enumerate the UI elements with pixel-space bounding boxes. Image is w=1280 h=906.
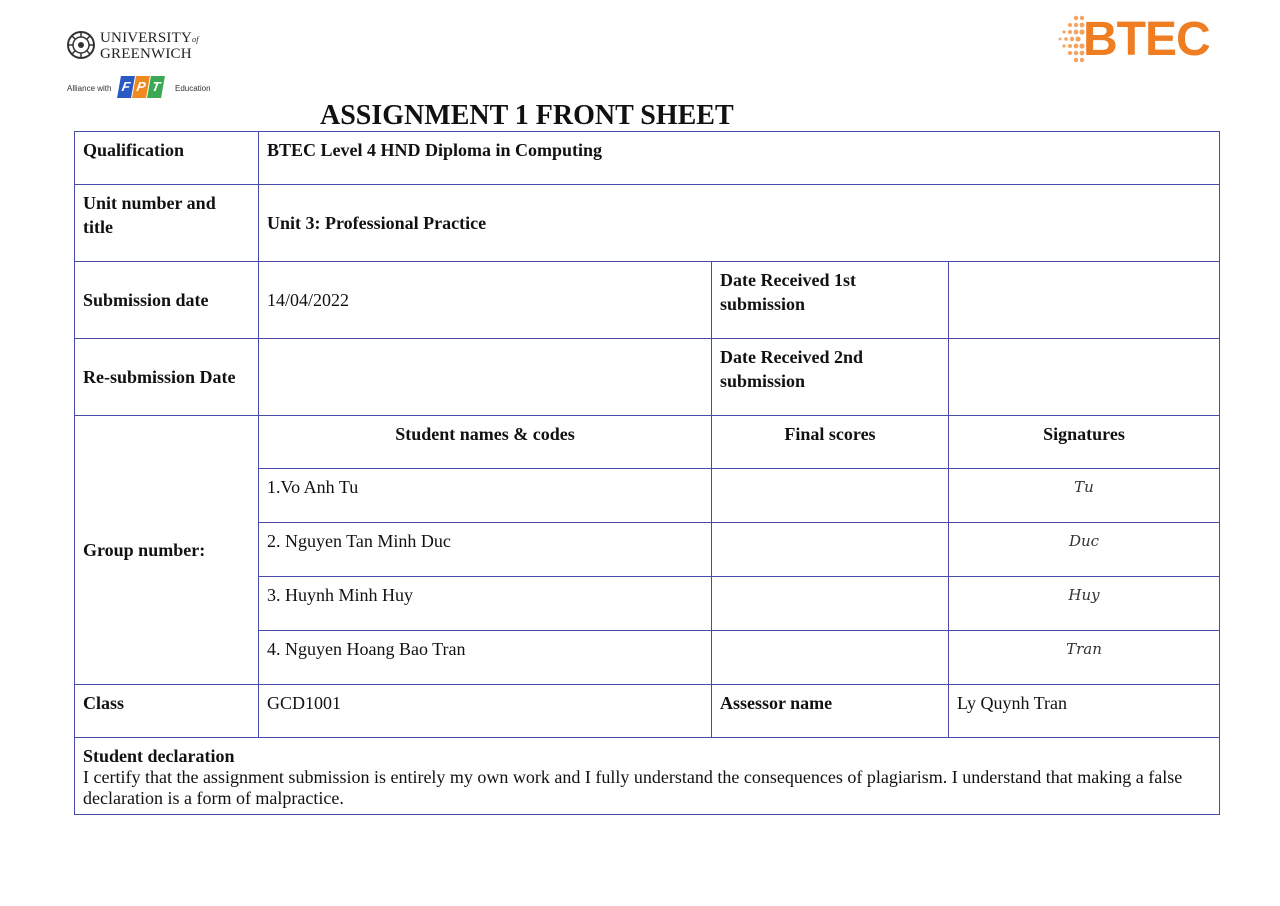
group-number-label: Group number: (75, 416, 259, 685)
student-name: 2. Nguyen Tan Minh Duc (259, 523, 712, 577)
resubmission-row (75, 339, 1220, 416)
unit-label: Unit number and title (75, 185, 259, 262)
student-signature: Tu (949, 469, 1220, 523)
student-signature: Huy (949, 577, 1220, 631)
fpt-letter-t: T (147, 76, 165, 98)
fpt-letters (119, 76, 164, 98)
unit-value: Unit 3: Professional Practice (259, 185, 1220, 262)
btec-wordmark: BTEC (1083, 13, 1210, 66)
student-score (712, 523, 949, 577)
student-score (712, 631, 949, 685)
declaration-row (75, 738, 1220, 815)
date-received-1st-label: Date Received 1st submission (712, 262, 949, 339)
university-of-greenwich-logo (66, 30, 226, 66)
fpt-letter-p: P (132, 76, 150, 98)
date-received-2nd-label: Date Received 2nd submission (712, 339, 949, 416)
submission-date-value: 14/04/2022 (259, 262, 712, 339)
unit-row (75, 185, 1220, 262)
column-header-scores: Final scores (712, 416, 949, 469)
university-line1: UNIVERSITY (100, 30, 192, 46)
submission-date-label: Submission date (75, 262, 259, 339)
university-of: of (192, 35, 199, 44)
date-received-1st-value (949, 262, 1220, 339)
student-signature: Duc (949, 523, 1220, 577)
student-score (712, 577, 949, 631)
qualification-value: BTEC Level 4 HND Diploma in Computing (259, 132, 1220, 185)
student-name: 1.Vo Anh Tu (259, 469, 712, 523)
alliance-suffix: Education (175, 84, 211, 93)
class-value: GCD1001 (259, 685, 712, 738)
university-name (100, 31, 199, 62)
qualification-row (75, 132, 1220, 185)
resubmission-date-label: Re-submission Date (75, 339, 259, 416)
university-seal-icon (66, 30, 96, 60)
declaration-title: Student declaration (83, 746, 235, 766)
assessor-value: Ly Quynh Tran (949, 685, 1220, 738)
btec-logo (1056, 12, 1218, 68)
class-row (75, 685, 1220, 738)
page-title: ASSIGNMENT 1 FRONT SHEET (320, 100, 734, 131)
qualification-label: Qualification (75, 132, 259, 185)
class-label: Class (75, 685, 259, 738)
student-declaration (75, 738, 1220, 815)
student-signature: Tran (949, 631, 1220, 685)
resubmission-date-value (259, 339, 712, 416)
alliance-prefix: Alliance with (67, 84, 112, 93)
university-line2: GREENWICH (100, 46, 192, 62)
assessor-label: Assessor name (712, 685, 949, 738)
fpt-letter-f: F (117, 76, 135, 98)
column-header-names: Student names & codes (259, 416, 712, 469)
fpt-alliance-logo (67, 76, 211, 102)
front-sheet-table (74, 131, 1220, 815)
student-name: 4. Nguyen Hoang Bao Tran (259, 631, 712, 685)
btec-dots-icon (1056, 12, 1086, 68)
declaration-text: I certify that the assignment submission is entirely my own work and I fully understand the consequences of plagiarism. I understand that making a false declaration is a form of malpractice. (83, 767, 1183, 808)
column-header-signatures: Signatures (949, 416, 1220, 469)
student-name: 3. Huynh Minh Huy (259, 577, 712, 631)
date-received-2nd-value (949, 339, 1220, 416)
group-header-row (75, 416, 1220, 469)
student-score (712, 469, 949, 523)
submission-row (75, 262, 1220, 339)
